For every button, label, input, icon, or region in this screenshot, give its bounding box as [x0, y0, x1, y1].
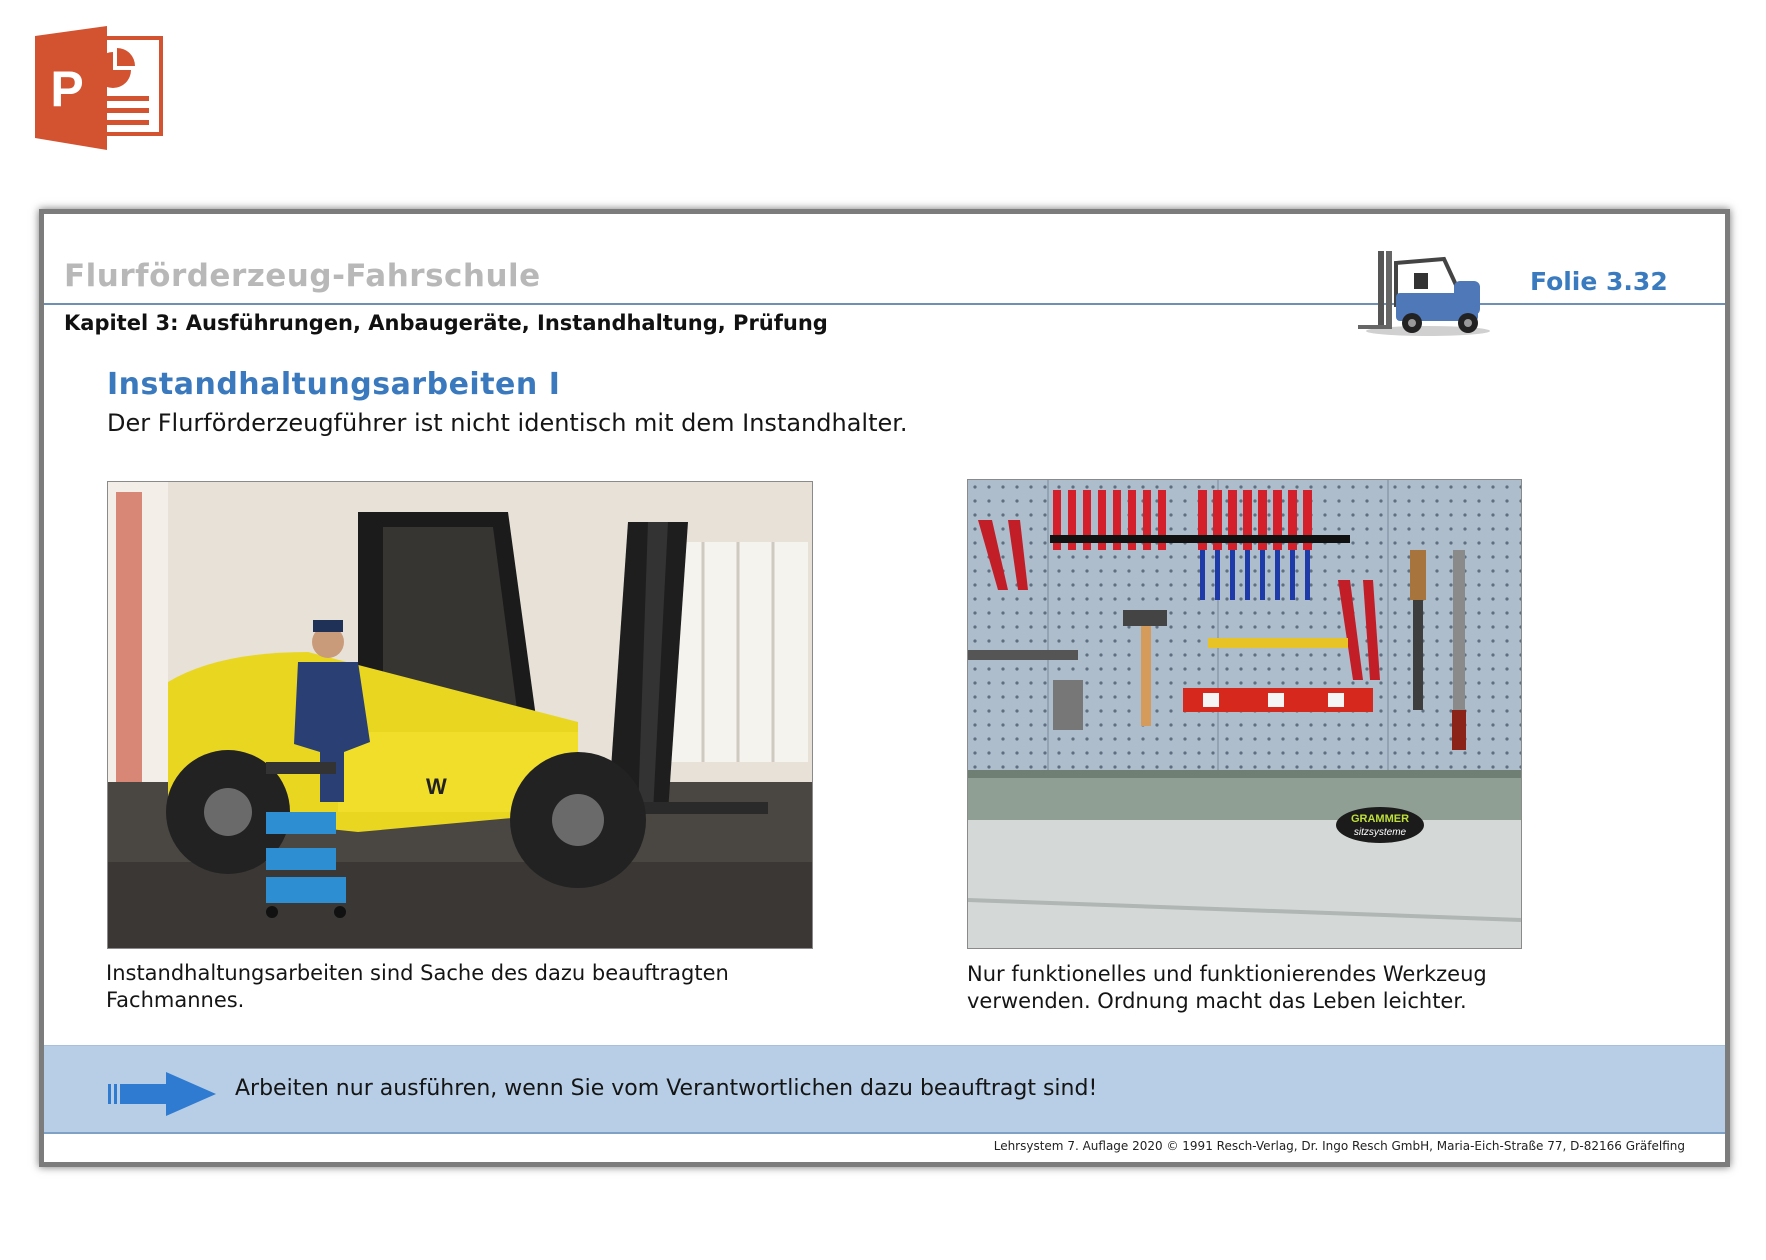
powerpoint-icon-letter: P [50, 61, 84, 117]
copyright-text: Lehrsystem 7. Auflage 2020 © 1991 Resch-Verlag, Dr. Ingo Resch GmbH, Maria-Eich-Straße 77, D-82166 Gräfelfing [993, 1139, 1685, 1153]
tool-wall-photo [967, 479, 1522, 949]
powerpoint-icon [35, 26, 167, 150]
slide-heading: Instandhaltungsarbeiten I [107, 367, 561, 402]
slide-number: Folie 3.32 [1530, 267, 1668, 296]
tool-wall-logo-line2: sitzsysteme [1353, 827, 1407, 838]
slide-subtitle: Der Flurförderzeugführer ist nicht identisch mit dem Instandhalter. [107, 409, 908, 437]
left-photo-caption: Instandhaltungsarbeiten sind Sache des dazu beauftragten Fachmannes. [106, 961, 729, 1012]
slide [39, 209, 1730, 1167]
forklift-logo-icon [1356, 245, 1496, 341]
right-photo-caption: Nur funktionelles und funktionierendes Werkzeug verwenden. Ordnung macht das Leben leichter. [967, 962, 1487, 1013]
forklift-sign-letter: W [426, 774, 447, 799]
chapter-title: Kapitel 3: Ausführungen, Anbaugeräte, Instandhaltung, Prüfung [64, 311, 828, 335]
forklift-maintenance-illustration [108, 482, 812, 948]
tool-wall-logo-line1: GRAMMER [1350, 813, 1410, 825]
arrow-right-icon [108, 1072, 216, 1116]
school-title: Flurförderzeug-Fahrschule [64, 258, 541, 294]
notice-bar [44, 1045, 1725, 1134]
forklift-maintenance-photo [107, 481, 813, 949]
notice-text: Arbeiten nur ausführen, wenn Sie vom Verantwortlichen dazu beauftragt sind! [235, 1076, 1098, 1101]
tool-wall-illustration [968, 480, 1521, 948]
